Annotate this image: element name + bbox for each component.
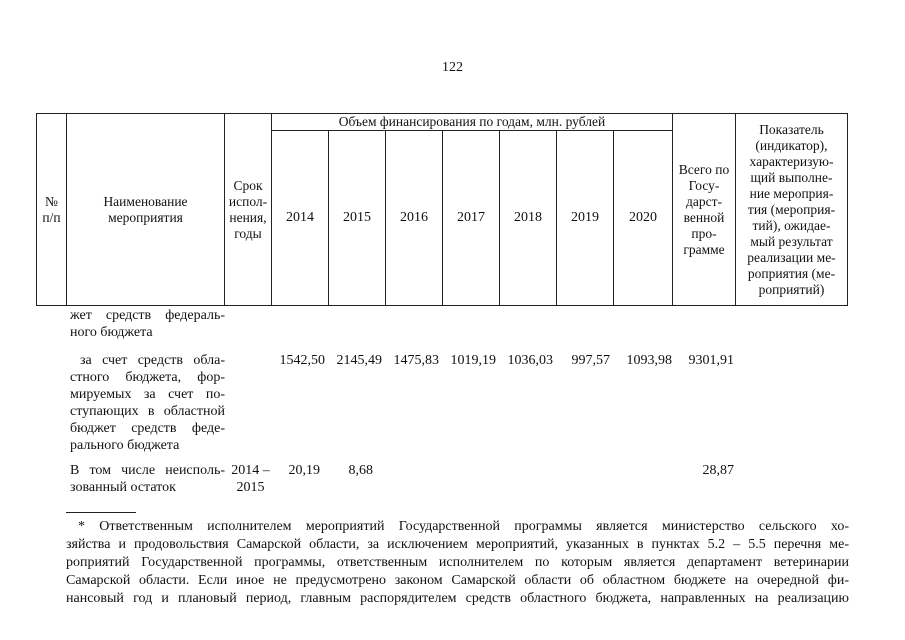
header-year: 2014: [272, 131, 329, 306]
row-continuation-label: жет средств федераль- ного бюджета: [70, 308, 225, 340]
row-unused-term: 2014 – 2015: [231, 463, 270, 495]
header-term: Срок испол- нения, годы: [225, 114, 272, 306]
regional-value-2020: 1093,98: [626, 353, 672, 368]
header-indicator: Показатель (индикатор), характеризую- щий выполне- ние мероприя- тия (мероприя- тий), ожидае- мый результат реализации ме- роприятия (ме- роприятий): [736, 114, 848, 306]
unused-value-total: 28,87: [702, 463, 734, 478]
header-name: Наименование мероприятия: [67, 114, 225, 306]
regional-value-2014: 1542,50: [279, 353, 325, 368]
unused-value-2015: 8,68: [348, 463, 373, 478]
row-regional-label: за счет средств обла- стного бюджета, фор- мируемых за счет по- ступающих в областной бюджет средств феде- рального бюджета: [70, 353, 225, 453]
table-header: [36, 113, 848, 306]
header-year: 2016: [386, 131, 443, 306]
header-financing-group: Объем финансирования по годам, млн. рублей: [272, 114, 673, 131]
row-unused-label: В том числе неисполь- зованный остаток: [70, 463, 225, 495]
header-year: 2018: [500, 131, 557, 306]
regional-value-2015: 2145,49: [336, 353, 382, 368]
regional-value-total: 9301,91: [688, 353, 734, 368]
regional-value-2019: 997,57: [571, 353, 610, 368]
header-year: 2020: [614, 131, 673, 306]
header-total: Всего по Госу- дарст- венной про- грамме: [673, 114, 736, 306]
regional-value-2016: 1475,83: [393, 353, 439, 368]
unused-value-2014: 20,19: [288, 463, 320, 478]
header-num: № п/п: [37, 114, 67, 306]
header-year: 2015: [329, 131, 386, 306]
page-number: 122: [442, 60, 463, 75]
footnote: * Ответственным исполнителем мероприятий Государственной программы является министерство сельского хо- зяйства и продовольствия Самарской области, за исключением мероприятий, указанных в пунктах 5.2 – 5.5 перечня ме- роприятий Государственной программы, ответственным исполнителем по которым является департамент ветеринарии Самарской области. Если иное не предусмотрено законом Самарской области об областном бюджете на очередной фи- нансовый год и плановый период, главным распорядителем средств областного бюджета, направленных на реализацию: [66, 519, 849, 606]
header-year: 2019: [557, 131, 614, 306]
regional-value-2017: 1019,19: [450, 353, 496, 368]
regional-value-2018: 1036,03: [507, 353, 553, 368]
header-year: 2017: [443, 131, 500, 306]
footnote-divider: [66, 512, 136, 513]
